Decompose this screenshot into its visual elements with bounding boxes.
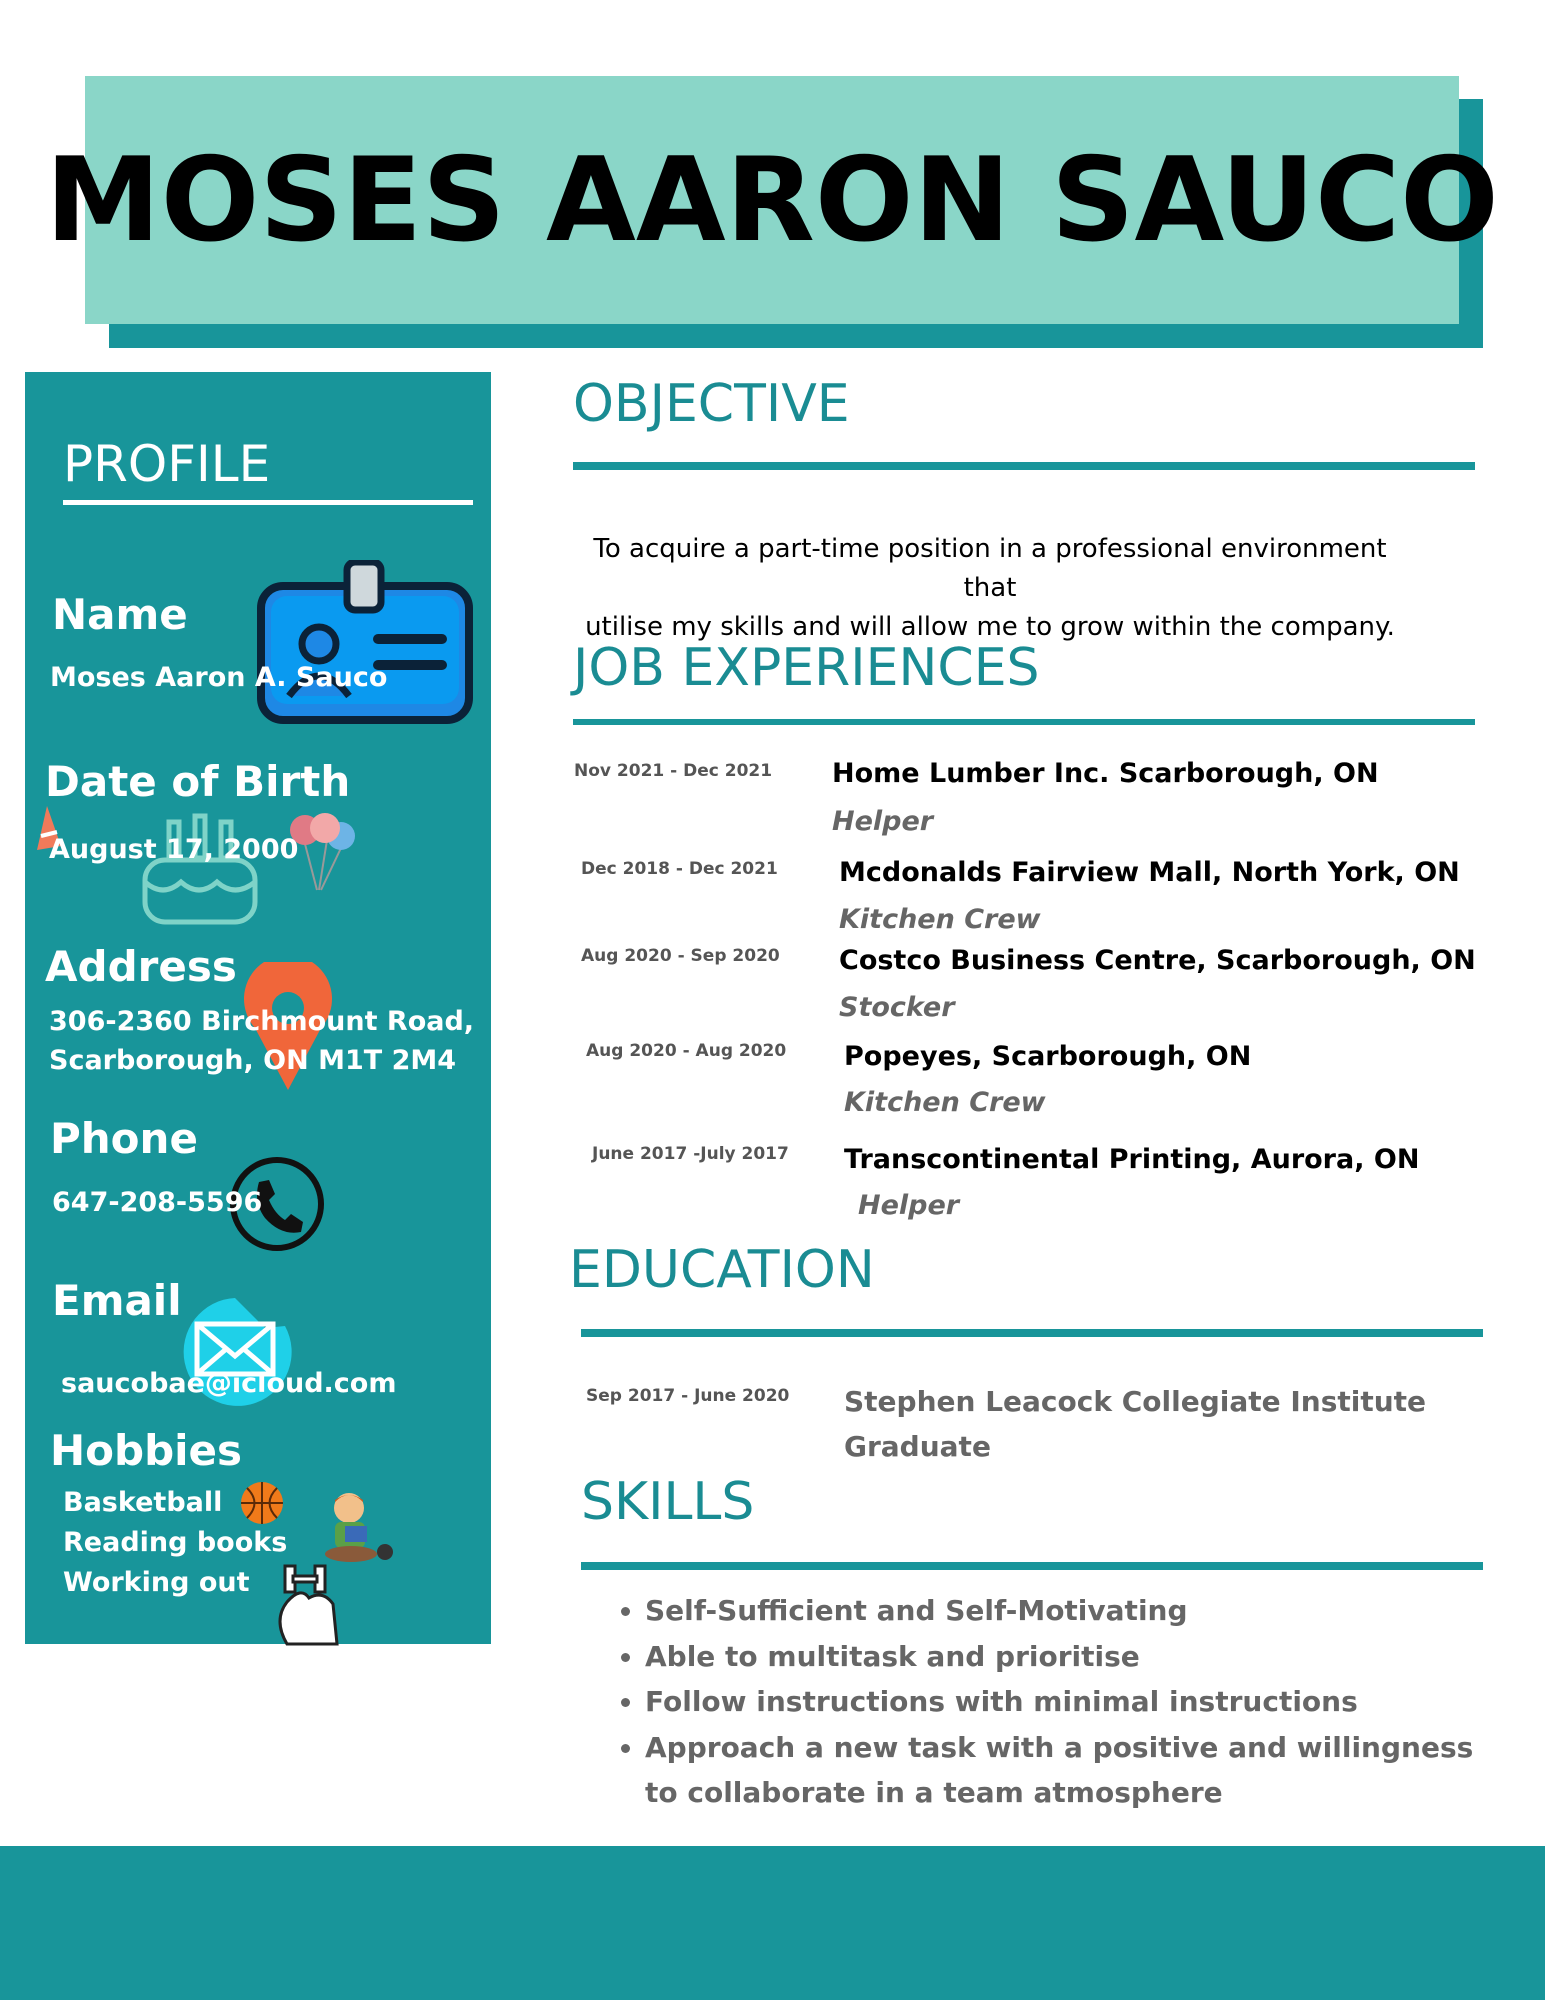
education-title: EDUCATION [569,1240,875,1300]
name-value: Moses Aaron A. Sauco [50,662,388,693]
objective-rule [573,462,1475,470]
job-date: June 2017 -July 2017 [592,1144,789,1164]
footer-band [0,1846,1545,2000]
address-line2: Scarborough, ON M1T 2M4 [49,1045,457,1076]
job-date: Aug 2020 - Aug 2020 [586,1041,787,1061]
job-company: Popeyes, Scarborough, ON [844,1041,1252,1072]
education-rule [581,1329,1483,1337]
job-company: Transcontinental Printing, Aurora, ON [844,1144,1420,1175]
skills-title: SKILLS [581,1472,755,1532]
skills-rule [581,1562,1483,1570]
resume-name-title: MOSES AARON SAUCO [45,132,1499,268]
id-card-icon [257,560,473,724]
education-date: Sep 2017 - June 2020 [586,1386,790,1406]
jobs-rule [573,719,1475,725]
jobs-title: JOB EXPERIENCES [573,638,1040,698]
objective-title: OBJECTIVE [573,374,850,434]
job-date: Aug 2020 - Sep 2020 [581,946,780,966]
phone-label: Phone [50,1114,198,1163]
reading-kid-icon [323,1490,395,1564]
address-line1: 306-2360 Birchmount Road, [49,1006,475,1037]
skill-item: • Follow instructions with minimal instructions [645,1679,1495,1725]
dob-value: August 17, 2000 [49,834,299,865]
skill-item: • Approach a new task with a positive and willingness [645,1725,1495,1771]
objective-text [565,530,1415,647]
profile-rule [63,500,473,505]
email-value: saucobae@icloud.com [61,1368,397,1399]
hobby-item: Working out [63,1567,250,1598]
hobbies-label: Hobbies [50,1426,243,1475]
dumbbell-arm-icon [267,1560,363,1646]
job-date: Nov 2021 - Dec 2021 [574,761,773,781]
hobby-item: Reading books [63,1527,288,1558]
skills-list [610,1588,1495,1816]
education-status: Graduate [844,1430,991,1463]
hobby-item: Basketball [63,1487,223,1518]
skill-item: • Able to multitask and prioritise [645,1634,1495,1680]
birthday-cake-icon [125,802,275,932]
profile-title: PROFILE [63,435,271,493]
skill-item: to collaborate in a team atmosphere [645,1776,1223,1809]
job-role: Stocker [839,992,955,1023]
job-role: Helper [832,806,934,837]
job-role: Kitchen Crew [839,904,1041,935]
basketball-icon [239,1480,285,1526]
address-label: Address [45,942,237,991]
dob-label: Date of Birth [45,757,351,806]
education-school: Stephen Leacock Collegiate Institute [844,1385,1427,1418]
job-company: Costco Business Centre, Scarborough, ON [839,945,1476,976]
job-role: Kitchen Crew [844,1087,1046,1118]
objective-line: utilise my skills and will allow me to grow within the company. [585,612,1395,642]
phone-value: 647-208-5596 [52,1187,263,1218]
job-company: Mcdonalds Fairview Mall, North York, ON [839,857,1460,888]
email-label: Email [52,1276,182,1325]
profile-sidebar [25,372,491,1644]
objective-line: To acquire a part-time position in a professional environment that [593,534,1387,603]
name-label: Name [52,590,188,639]
job-date: Dec 2018 - Dec 2021 [581,859,778,879]
skill-item: • Self-Sufficient and Self-Motivating [645,1588,1495,1634]
job-role: Helper [858,1190,960,1221]
job-company: Home Lumber Inc. Scarborough, ON [832,758,1379,789]
